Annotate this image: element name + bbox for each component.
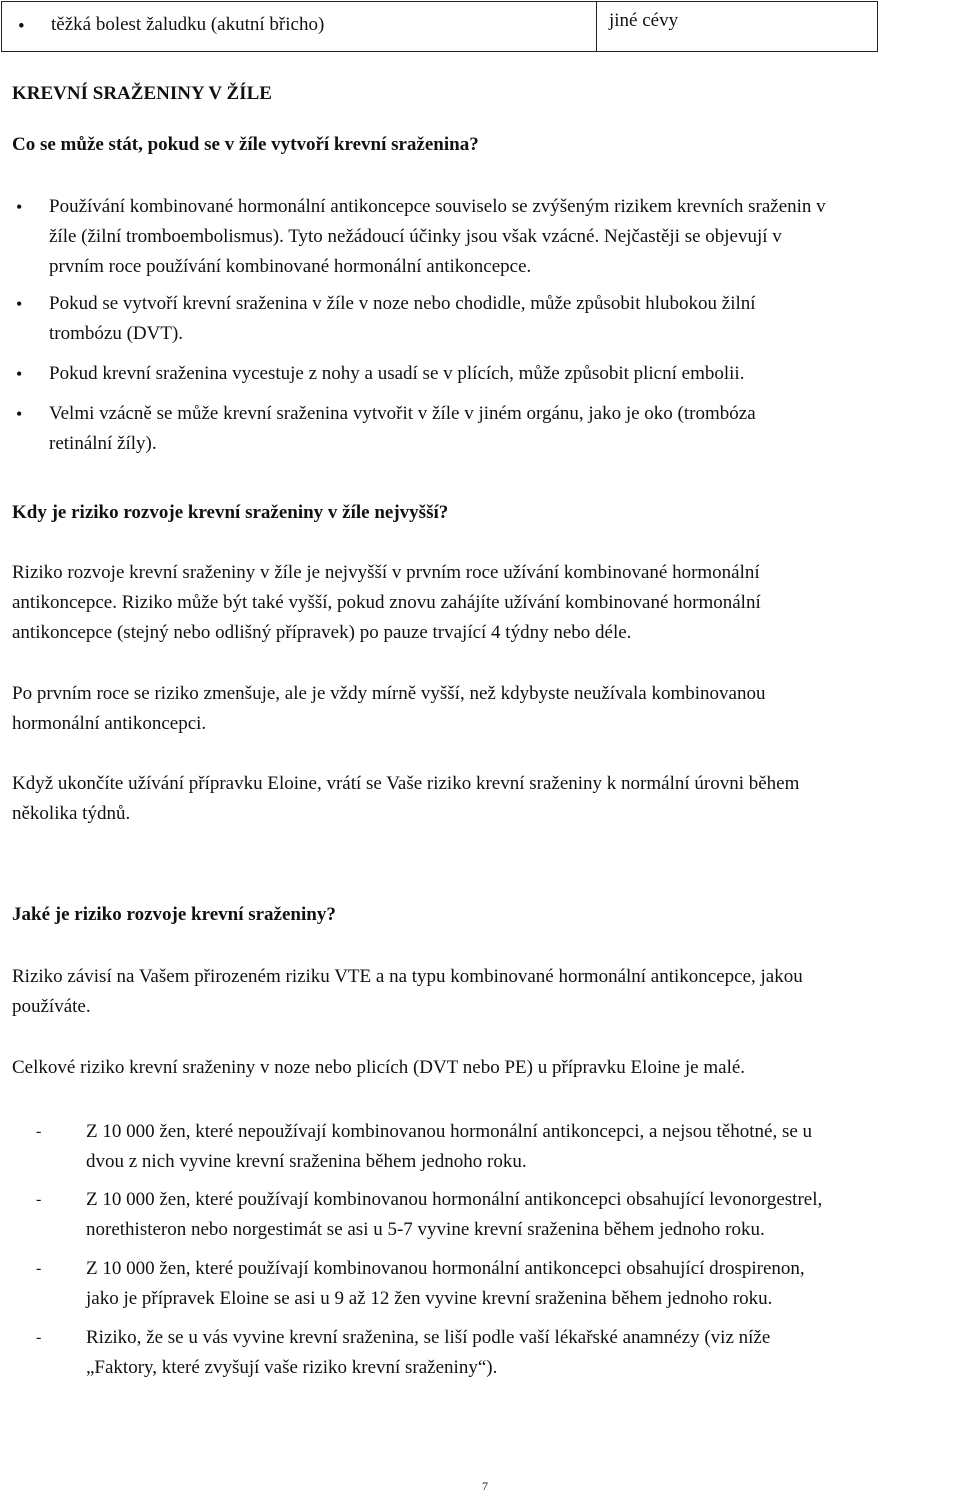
list-item: Velmi vzácně se může krevní sraženina vytvořit v žíle v jiném orgánu, jako je oko (trombóza retinální žíly). — [49, 403, 756, 454]
list-item: Z 10 000 žen, které používají kombinovanou hormonální antikoncepci obsahující drospirenon, jako je přípravek Eloine se asi u 9 až 12 žen vyvine krevní sraženina během jednoho roku. — [86, 1258, 805, 1309]
paragraph: Riziko rozvoje krevní sraženiny v žíle je nejvyšší v prvním roce užívání kombinované hormonální antikoncepce. Riziko může být také vyšší, pokud znovu zahájíte užívání kombinované hormonální antikoncepce (stejný nebo odlišný přípravek) po pauze trvající 4 týdny nebo déle. — [12, 562, 761, 643]
section-question: Jaké je riziko rozvoje krevní sraženiny? — [12, 904, 336, 925]
dash-icon: - — [36, 1191, 42, 1208]
paragraph: Riziko závisí na Vašem přirozeném riziku VTE a na typu kombinované hormonální antikoncepce, jakou používáte. — [12, 966, 803, 1017]
list-item: Z 10 000 žen, které nepoužívají kombinovanou hormonální antikoncepci, a nejsou těhotné, se u dvou z nich vyvine krevní sraženina během jednoho roku. — [86, 1121, 813, 1172]
bullet-icon: • — [16, 294, 23, 314]
dash-icon: - — [36, 1123, 42, 1140]
list-item: Používání kombinované hormonální antikoncepce souviselo se zvýšeným rizikem krevních sraženin v žíle (žilní tromboembolismus). Tyto nežádoucí účinky jsou však vzácné. Nejčastěji se objevují v prvním roce používání kombinované hormonální antikoncepce. — [49, 196, 826, 277]
paragraph: Po prvním roce se riziko zmenšuje, ale je vždy mírně vyšší, než kdybyste neužívala kombinovanou hormonální antikoncepci. — [12, 683, 766, 734]
bullet-icon: • — [16, 404, 23, 424]
section-question: Co se může stát, pokud se v žíle vytvoří krevní sraženina? — [12, 134, 479, 155]
paragraph: Když ukončíte užívání přípravku Eloine, vrátí se Vaše riziko krevní sraženiny k normální úrovni během několika týdnů. — [12, 773, 800, 824]
list-item: Riziko, že se u vás vyvine krevní sraženina, se liší podle vaší lékařské anamnézy (viz níže „Faktory, které zvyšují vaše riziko krevní sraženiny“). — [86, 1327, 771, 1378]
bullet-icon: • — [18, 16, 25, 37]
table-row — [1, 1, 878, 52]
table-cell-category: jiné cévy — [609, 10, 679, 31]
table-divider — [596, 2, 597, 51]
bullet-icon: • — [16, 364, 23, 384]
table-cell-symptom: těžká bolest žaludku (akutní břicho) — [51, 14, 325, 35]
page-number: 7 — [482, 1479, 488, 1493]
dash-icon: - — [36, 1260, 42, 1277]
list-item: Pokud krevní sraženina vycestuje z nohy a usadí se v plících, může způsobit plicní embolii. — [49, 363, 745, 384]
bullet-icon: • — [16, 197, 23, 217]
paragraph: Celkové riziko krevní sraženiny v noze nebo plicích (DVT nebo PE) u přípravku Eloine je malé. — [12, 1057, 746, 1078]
section-question: Kdy je riziko rozvoje krevní sraženiny v žíle nejvyšší? — [12, 502, 449, 523]
section-title: KREVNÍ SRAŽENINY V ŽÍLE — [12, 83, 272, 104]
list-item: Pokud se vytvoří krevní sraženina v žíle v noze nebo chodidle, může způsobit hlubokou žilní trombózu (DVT). — [49, 293, 756, 344]
dash-icon: - — [36, 1329, 42, 1346]
list-item: Z 10 000 žen, které používají kombinovanou hormonální antikoncepci obsahující levonorgestrel, norethisteron nebo norgestimát se asi u 5-7 vyvine krevní sraženina během jednoho roku. — [86, 1189, 823, 1240]
